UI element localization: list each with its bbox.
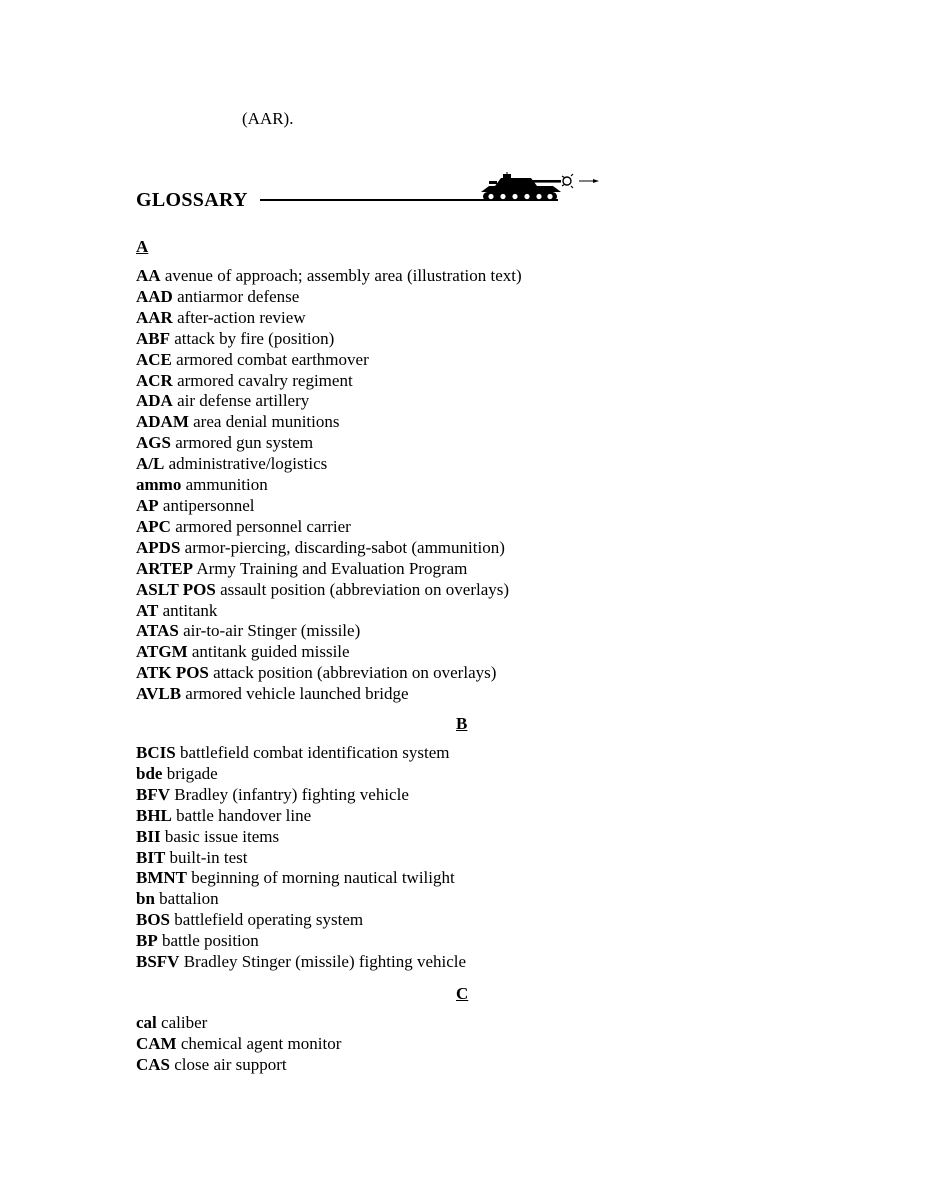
list-item: ACE armored combat earthmover [136, 349, 369, 369]
list-item: AP antipersonnel [136, 495, 255, 515]
list-item: ATGM antitank guided missile [136, 642, 350, 662]
section-b-entries [136, 743, 466, 973]
list-item: bde brigade [136, 763, 218, 783]
list-item: cal caliber [136, 1013, 208, 1032]
list-item: bn battalion [136, 889, 219, 909]
list-item: ACR armored cavalry regiment [136, 370, 353, 390]
list-item: APDS armor-piercing, discarding-sabot (ammunition) [136, 537, 505, 557]
list-item: ADAM area denial munitions [136, 412, 340, 432]
list-item: ATK POS attack position (abbreviation on overlays) [136, 663, 497, 683]
list-item: ARTEP Army Training and Evaluation Program [136, 558, 468, 578]
list-item: A/L administrative/logistics [136, 454, 328, 474]
list-item: BII basic issue items [136, 826, 280, 846]
list-item: AVLB armored vehicle launched bridge [136, 684, 409, 704]
list-item: ADA air defense artillery [136, 391, 310, 411]
list-item: ASLT POS assault position (abbreviation on overlays) [136, 579, 510, 599]
list-item: BHL battle handover line [136, 805, 312, 825]
list-item: CAS close air support [136, 1054, 287, 1074]
page-title: GLOSSARY [136, 189, 248, 211]
section-a-entries [136, 266, 522, 705]
list-item: AT antitank [136, 600, 218, 620]
list-item: BFV Bradley (infantry) fighting vehicle [136, 784, 409, 804]
carryover-text: (AAR). [242, 109, 294, 128]
list-item: CAM chemical agent monitor [136, 1033, 342, 1053]
list-item: BCIS battlefield combat identification system [136, 743, 450, 762]
list-item: BP battle position [136, 931, 259, 951]
list-item: AAR after-action review [136, 307, 306, 327]
list-item: BMNT beginning of morning nautical twilight [136, 868, 455, 888]
glossary-header [136, 172, 616, 212]
tank-firing-icon [481, 172, 611, 204]
list-item: AAD antiarmor defense [136, 286, 300, 306]
list-item: ABF attack by fire (position) [136, 328, 335, 348]
list-item: AA avenue of approach; assembly area (illustration text) [136, 266, 522, 285]
section-letter-c: C [456, 984, 469, 1003]
list-item: ammo ammunition [136, 475, 268, 495]
section-letter-b: B [456, 714, 468, 733]
list-item: BIT built-in test [136, 847, 248, 867]
list-item: AGS armored gun system [136, 433, 314, 453]
list-item: BOS battlefield operating system [136, 910, 364, 930]
list-item: APC armored personnel carrier [136, 516, 351, 536]
section-c-entries [136, 1013, 341, 1076]
list-item: BSFV Bradley Stinger (missile) fighting vehicle [136, 952, 467, 972]
list-item: ATAS air-to-air Stinger (missile) [136, 621, 361, 641]
section-letter-a: A [136, 237, 149, 256]
